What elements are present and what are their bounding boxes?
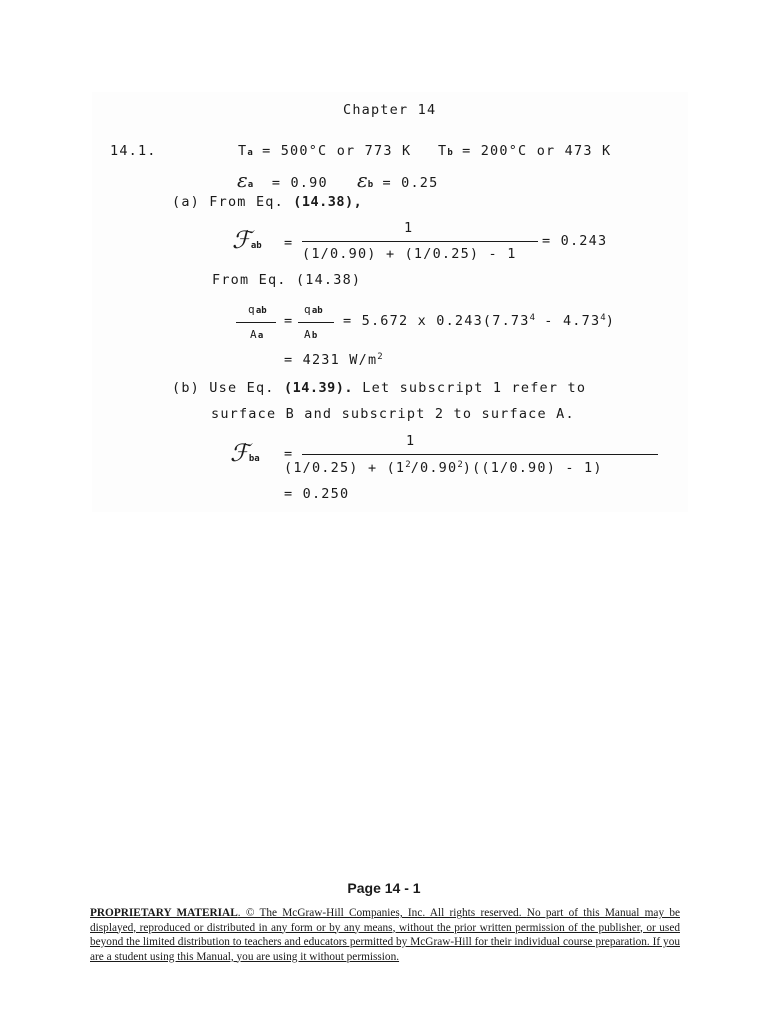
- q-over-a-bar-2: [298, 322, 334, 323]
- copyright-text: . © The McGraw-Hill Companies, Inc. All rights reserved.: [237, 907, 527, 919]
- f-ba-denominator: $(1/0.25) + (1^2/0.90^2)((1/0.90) - 1)$: [284, 460, 603, 476]
- proprietary-label: PROPRIETARY MATERIAL: [90, 907, 238, 919]
- page-number: Page 14 - 1: [347, 880, 421, 896]
- ea-definition: εa = 0.90: [237, 168, 328, 192]
- part-b-heading: (b) Use Eq. (14.39). Let subscript 1 refer to: [172, 380, 587, 396]
- f-ba-result: = 0.250: [284, 486, 350, 502]
- problem-number: 14.1.: [110, 143, 157, 159]
- q-over-a-bar-1: [236, 322, 276, 323]
- area-a-denominator: Aa: [250, 328, 264, 341]
- f-ab-result: = 0.243: [542, 233, 608, 249]
- part-b-subscript-note: surface B and subscript 2 to surface A.: [211, 406, 575, 422]
- q-ab-numerator-2: qab: [304, 303, 323, 316]
- ta-definition: Ta = 500°C or 773 K: [238, 143, 412, 159]
- heat-flux-calculation: = 5.672 x 0.243(7.73$^4$ - 4.73$^4$): [343, 313, 616, 329]
- area-b-denominator: Ab: [304, 328, 318, 341]
- f-ab-denominator: (1/0.90) + (1/0.25) - 1: [302, 246, 517, 262]
- f-ba-symbol: ℱba: [230, 439, 260, 467]
- f-ba-numerator: 1: [406, 433, 416, 449]
- part-a-from-eq: From Eq. (14.38): [212, 272, 362, 288]
- f-ab-numerator: 1: [404, 220, 414, 236]
- permission-notice: No part of this Manual may be displayed, reproduced or distributed in any form or by any means, without the prior written permission of the publisher, or used beyond the limited distribution to teachers and educators permitted by McGraw-Hill for their individual course preparation. If you are a student using this Manual, you are using it without permission.: [90, 907, 680, 963]
- eb-definition: εb = 0.25: [357, 168, 439, 192]
- heat-flux-result: = 4231 $W/m^2$: [284, 352, 383, 368]
- f-ab-fraction-bar: [302, 241, 538, 242]
- tb-definition: Tb = 200°C or 473 K: [438, 143, 612, 159]
- q-equals: =: [284, 313, 294, 329]
- chapter-title: Chapter 14: [343, 102, 437, 118]
- f-ba-equals: =: [284, 446, 294, 462]
- f-ab-equals: =: [284, 235, 294, 251]
- q-ab-numerator-1: qab: [248, 303, 267, 316]
- f-ab-symbol: ℱab: [232, 226, 262, 254]
- part-a-heading: (a) From Eq. (14.38),: [172, 194, 363, 210]
- proprietary-notice: [90, 906, 680, 964]
- f-ba-fraction-bar: [302, 454, 658, 455]
